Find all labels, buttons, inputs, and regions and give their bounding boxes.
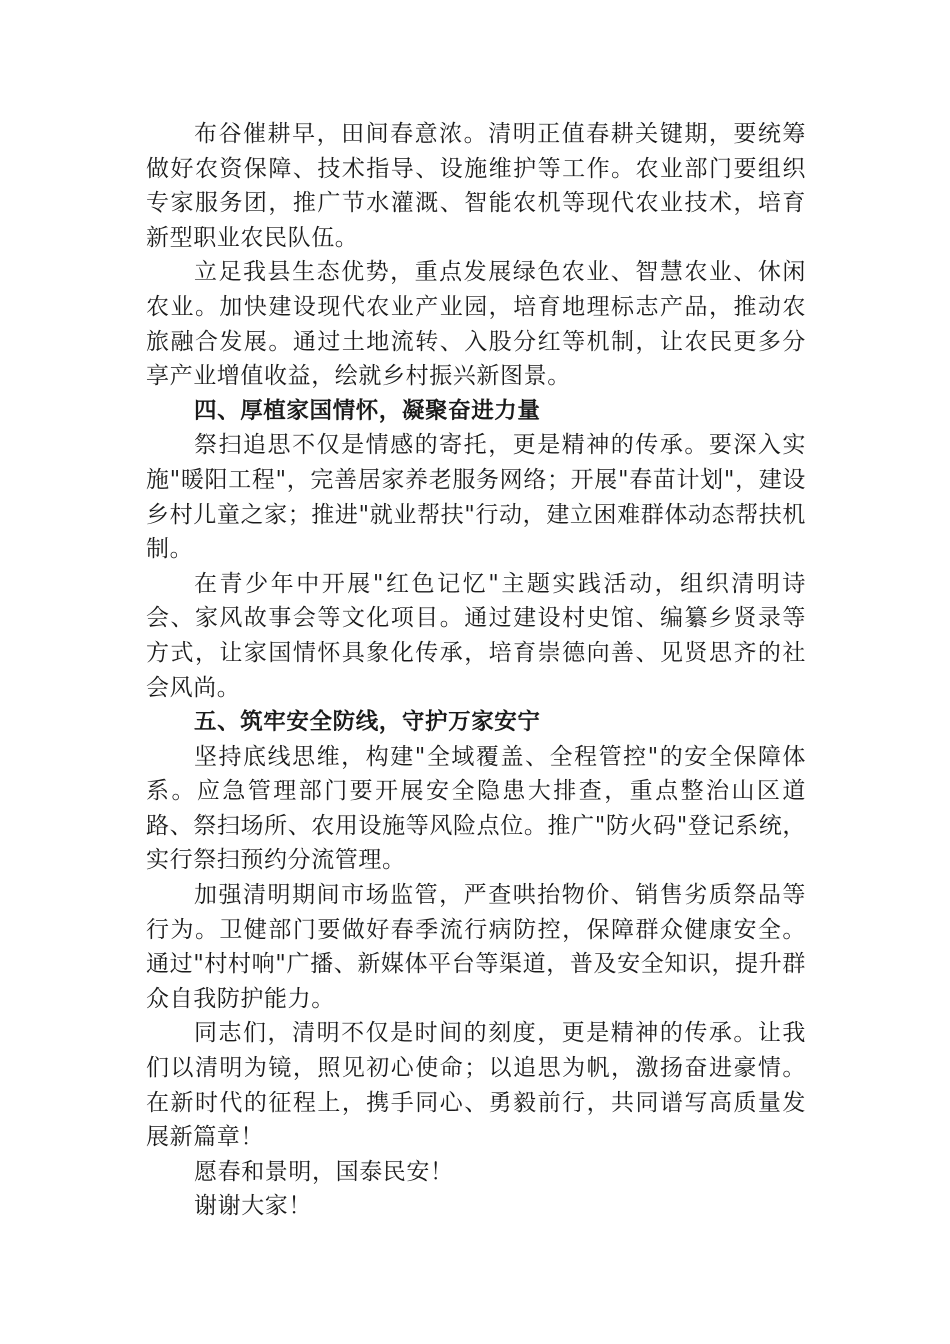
paragraph-ecological-agriculture: 立足我县生态优势，重点发展绿色农业、智慧农业、休闲农业。加快建设现代农业产业园，培育地理标志产品，推动农旅融合发展。通过土地流转、入股分红等机制，让农民更多分享产业增值收益，绘就乡村振兴新图景。	[146, 259, 806, 390]
section-heading-five: 五、筑牢安全防线，守护万家安宁	[194, 709, 541, 736]
closing-wish: 愿春和景明，国泰民安！	[194, 1158, 454, 1185]
paragraph-spring-farming: 布谷催耕早，田间春意浓。清明正值春耕关键期，要统筹做好农资保障、技术指导、设施维护等工作。农业部门要组织专家服务团，推广节水灌溉、智能农机等现代农业技术，培育新型职业农民队伍。	[146, 121, 806, 251]
paragraph-market-supervision: 加强清明期间市场监管，严查哄抬物价、销售劣质祭品等行为。卫健部门要做好春季流行病防控，保障群众健康安全。通过"村村响"广播、新媒体平台等渠道，普及安全知识，提升群众自我防护能力。	[146, 882, 806, 1012]
document-body	[146, 117, 806, 1224]
paragraph-youth-activities: 在青少年中开展"红色记忆"主题实践活动，组织清明诗会、家风故事会等文化项目。通过建设村史馆、编纂乡贤录等方式，让家国情怀具象化传承，培育崇德向善、见贤思齐的社会风尚。	[146, 570, 806, 701]
paragraph-conclusion: 同志们，清明不仅是时间的刻度，更是精神的传承。让我们以清明为镜，照见初心使命；以追思为帆，激扬奋进豪情。在新时代的征程上，携手同心、勇毅前行，共同谱写高质量发展新篇章！	[146, 1020, 806, 1151]
paragraph-safety-system: 坚持底线思维，构建"全域覆盖、全程管控"的安全保障体系。应急管理部门要开展安全隐患大排查，重点整治山区道路、祭扫场所、农用设施等风险点位。推广"防火码"登记系统，实行祭扫预约分流管理。	[146, 743, 806, 874]
closing-thanks: 谢谢大家！	[194, 1193, 312, 1220]
paragraph-memorial-legacy: 祭扫追思不仅是情感的寄托，更是精神的传承。要深入实施"暖阳工程"，完善居家养老服务网络；开展"春苗计划"，建设乡村儿童之家；推进"就业帮扶"行动，建立困难群体动态帮扶机制。	[146, 432, 806, 563]
section-heading-four: 四、厚植家国情怀，凝聚奋进力量	[194, 397, 541, 424]
